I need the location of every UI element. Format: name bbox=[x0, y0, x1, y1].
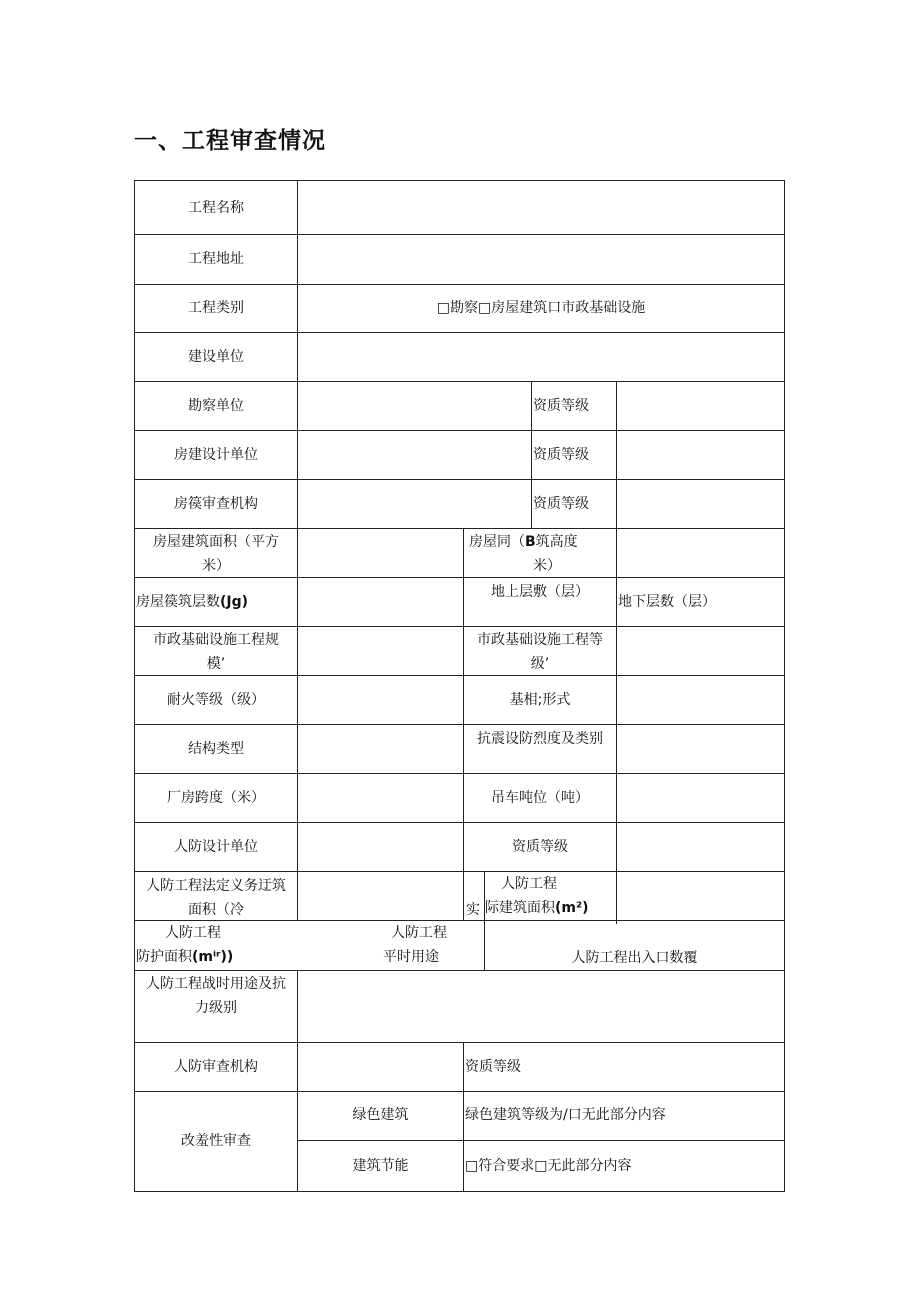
label-qualification-grade: 资质等级 bbox=[533, 447, 589, 463]
building-height-text-c: 筑高度 bbox=[535, 534, 578, 550]
floors-unit: (Jg) bbox=[220, 594, 249, 610]
label-civil-review-agency: 人防审查机构 bbox=[174, 1059, 258, 1075]
label-project-address: 工程地址 bbox=[188, 251, 244, 267]
col-divider bbox=[616, 381, 617, 924]
col-divider bbox=[463, 1042, 464, 1191]
row-divider bbox=[135, 970, 784, 971]
label-floors-below: 地下层数（层） bbox=[618, 594, 716, 610]
label-civil-peace-2: 平时用途 bbox=[383, 949, 439, 965]
row-divider bbox=[135, 871, 784, 872]
label-seismic: 抗震设防烈度及类别 bbox=[477, 731, 603, 747]
building-height-text-b: B bbox=[525, 534, 536, 550]
label-qualification-grade: 资质等级 bbox=[533, 496, 589, 512]
row-divider bbox=[135, 773, 784, 774]
row-divider bbox=[135, 822, 784, 823]
label-mandatory-review: 改羞性审查 bbox=[181, 1133, 251, 1149]
row-divider bbox=[135, 1091, 784, 1092]
col-divider bbox=[297, 181, 298, 920]
label-review-agency: 房篌审查机构 bbox=[174, 496, 258, 512]
label-foundation: 基相;形式 bbox=[509, 692, 571, 708]
label-civil-obligation-2: 面积（冷 bbox=[188, 902, 244, 918]
label-civil-wartime: 人防工程战时用途及抗 bbox=[146, 976, 286, 992]
label-structure-type: 结构类型 bbox=[188, 741, 244, 757]
label-floors bbox=[136, 590, 248, 614]
row-divider bbox=[135, 332, 784, 333]
building-height-text-a: 房屋同（ bbox=[469, 534, 525, 550]
label-civil-obligation: 人防工程法定义务迂筑 bbox=[146, 878, 286, 894]
label-municipal-scale: 市政基础设施工程规 bbox=[153, 632, 279, 648]
label-building-area-unit: 米） bbox=[202, 558, 230, 574]
label-building-area: 房屋建筑面积（平方 bbox=[153, 534, 279, 550]
row-divider bbox=[135, 284, 784, 285]
label-qualification-grade: 资质等级 bbox=[512, 839, 568, 855]
label-building-height-unit: 米） bbox=[533, 558, 561, 574]
row-divider bbox=[135, 430, 784, 431]
row-divider bbox=[135, 381, 784, 382]
row-divider bbox=[135, 724, 784, 725]
label-project-type: 工程类别 bbox=[188, 300, 244, 316]
label-crane-tonnage: 吊车吨位（吨） bbox=[491, 790, 589, 806]
label-qualification-grade: 资质等级 bbox=[465, 1059, 521, 1075]
label-qualification-grade: 资质等级 bbox=[533, 398, 589, 414]
label-floors-above: 地上层敷（层） bbox=[491, 584, 589, 600]
row-divider bbox=[135, 479, 784, 480]
label-civil-wartime-2: 力级别 bbox=[195, 1000, 237, 1016]
row-divider bbox=[135, 528, 784, 529]
label-fire-rating: 耐火等级（级） bbox=[167, 692, 265, 708]
label-civil-peace: 人防工程 bbox=[391, 925, 447, 941]
civil-protect-unit: (mⁱʳ)) bbox=[192, 949, 234, 965]
page-title: 一、工程审查情况 bbox=[134, 128, 326, 154]
row-divider bbox=[135, 234, 784, 235]
project-review-table bbox=[134, 180, 785, 1192]
row-divider bbox=[298, 1140, 784, 1141]
label-civil-defense-design-unit: 人防设计单位 bbox=[174, 839, 258, 855]
label-municipal-grade: 市政基础设施工程等 bbox=[477, 632, 603, 648]
label-building-design-unit: 房建设计单位 bbox=[174, 447, 258, 463]
row-divider bbox=[135, 626, 784, 627]
label-civil-entrances: 人防工程出入口数覆 bbox=[571, 950, 698, 966]
label-civil-protect: 人防工程 bbox=[165, 925, 221, 941]
energy-saving-value[interactable]: □符合要求□无此部分内容 bbox=[465, 1158, 632, 1174]
row-divider bbox=[135, 1042, 784, 1043]
label-energy-saving: 建筑节能 bbox=[352, 1158, 409, 1174]
label-municipal-grade-2: 级’ bbox=[530, 656, 550, 672]
label-civil-protect-2 bbox=[136, 945, 233, 969]
project-type-options[interactable]: □勘察□房屋建筑口市政基础设施 bbox=[436, 300, 646, 316]
label-municipal-scale-2: 模’ bbox=[206, 656, 226, 672]
label-project-name: 工程名称 bbox=[188, 200, 244, 216]
green-building-value[interactable]: 绿色建筑等级为/口无此部分内容 bbox=[465, 1107, 666, 1123]
label-civil-actual-2 bbox=[485, 896, 589, 920]
floors-text: 房屋篌筑层数 bbox=[136, 594, 220, 610]
label-building-height bbox=[469, 530, 578, 554]
label-green-building: 绿色建筑 bbox=[352, 1107, 409, 1123]
label-civil-actual-a: 实 bbox=[466, 902, 480, 918]
label-construction-unit: 建设单位 bbox=[188, 349, 244, 365]
label-plant-span: 厂房跨度（米） bbox=[167, 790, 265, 806]
label-survey-unit: 勘察单位 bbox=[188, 398, 244, 414]
civil-protect-text: 防护面积 bbox=[136, 949, 192, 965]
civil-actual-text: 际建筑面积 bbox=[485, 900, 555, 916]
label-civil-actual: 人防工程 bbox=[501, 876, 557, 892]
civil-actual-unit: (m²) bbox=[555, 900, 589, 916]
col-divider bbox=[531, 381, 532, 528]
